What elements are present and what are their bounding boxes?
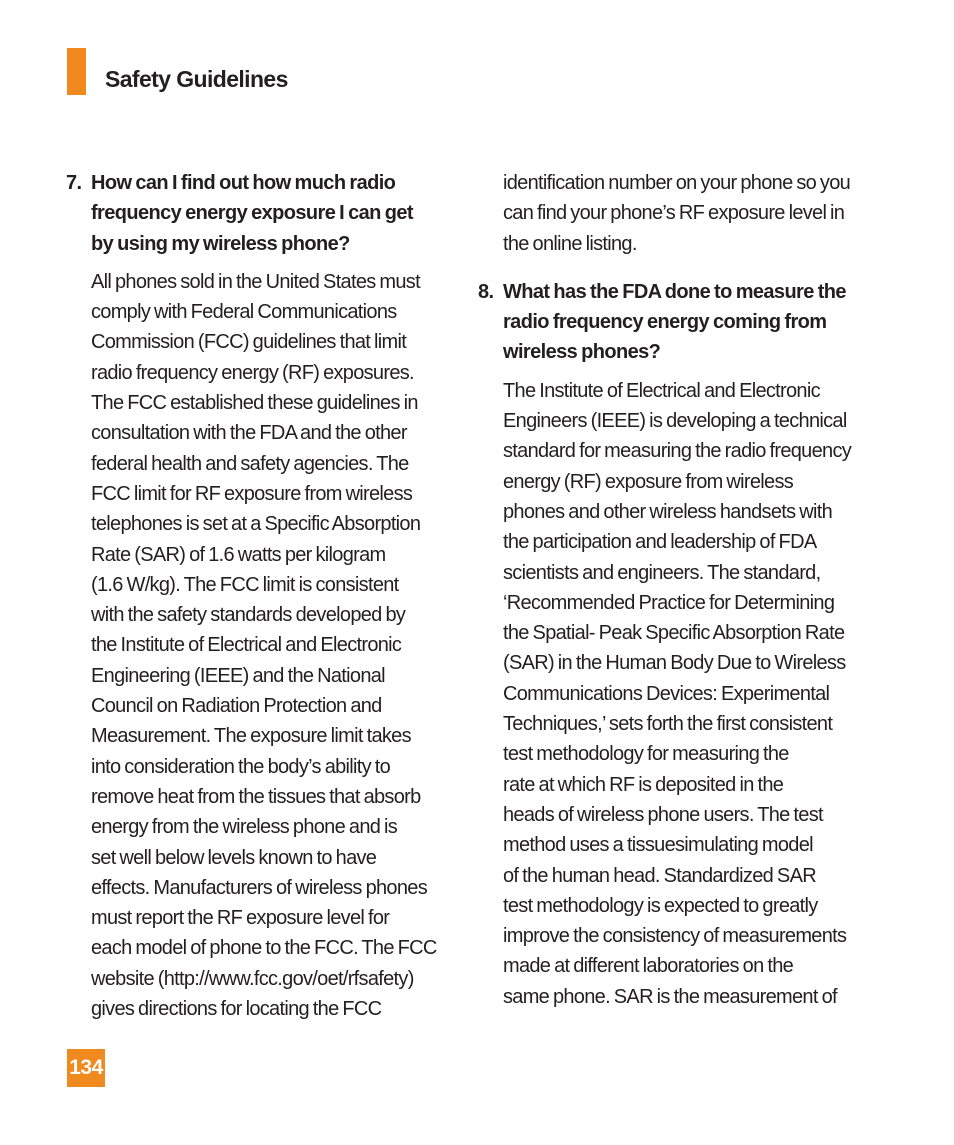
body-text-line: the online listing.: [503, 232, 637, 255]
section-accent-bar: [67, 48, 86, 95]
body-text-line: The Institute of Electrical and Electronic: [503, 379, 820, 402]
left-column: [66, 168, 438, 1024]
body-text-line: (SAR) in the Human Body Due to Wireless: [503, 652, 846, 675]
body-text-line: FCC limit for RF exposure from wireless: [91, 482, 413, 505]
body-text-line: consultation with the FDA and the other: [91, 422, 407, 445]
body-text-line: the Institute of Electrical and Electronic: [91, 634, 402, 657]
heading-line: wireless phones?: [503, 341, 661, 364]
body-text-line: the Spatial- Peak Specific Absorption Rate: [503, 622, 845, 645]
body-text-line: Engineering (IEEE) and the National: [91, 664, 385, 687]
body-text-line: Engineers (IEEE) is developing a technical: [503, 410, 847, 433]
body-text-line: remove heat from the tissues that absorb: [91, 785, 421, 808]
body-text-line: must report the RF exposure level for: [91, 907, 390, 930]
body-text-line: of the human head. Standardized SAR: [503, 864, 816, 887]
body-text-line: standard for measuring the radio frequency: [503, 440, 852, 463]
body-text-line: set well below levels known to have: [91, 846, 377, 869]
body-text-line: made at different laboratories on the: [503, 955, 794, 978]
heading-line: What has the FDA done to measure the: [503, 280, 846, 303]
body-text-line: The FCC established these guidelines in: [91, 392, 418, 415]
question-number: 7.: [66, 172, 82, 194]
body-text-line: same phone. SAR is the measurement of: [503, 985, 837, 1008]
body-text-line: Communications Devices: Experimental: [503, 682, 830, 705]
body-text-line: (1.6 W/kg). The FCC limit is consistent: [91, 573, 399, 596]
body-text-line: gives directions for locating the FCC: [91, 998, 382, 1021]
body-text-line: Commission (FCC) guidelines that limit: [91, 331, 407, 354]
heading-line: frequency energy exposure I can get: [91, 202, 413, 225]
body-text-line: improve the consistency of measurements: [503, 925, 847, 948]
question-number: 8.: [478, 280, 494, 303]
body-text-line: energy from the wireless phone and is: [91, 816, 398, 839]
body-text-line: Measurement. The exposure limit takes: [91, 725, 411, 748]
question-7-heading: [66, 168, 438, 259]
body-text-line: each model of phone to the FCC. The FCC: [91, 937, 437, 960]
page-number-badge: 134: [67, 1049, 105, 1087]
body-text-line: website (http://www.fcc.gov/oet/rfsafety): [91, 967, 414, 990]
body-text-line: identification number on your phone so you: [503, 172, 851, 194]
right-column: [478, 168, 864, 1012]
heading-line: radio frequency energy coming from: [503, 311, 827, 334]
heading-line: How can I find out how much radio: [91, 172, 396, 194]
body-text-line: scientists and engineers. The standard,: [503, 561, 821, 584]
body-text-line: phones and other wireless handsets with: [503, 500, 833, 523]
body-text-line: test methodology for measuring the: [503, 743, 789, 766]
body-text-line: radio frequency energy (RF) exposures.: [91, 361, 414, 384]
body-text-line: comply with Federal Communications: [91, 301, 397, 324]
body-text-line: ‘Recommended Practice for Determining: [503, 591, 835, 614]
question-7-answer: [91, 267, 438, 1024]
body-text-line: test methodology is expected to greatly: [503, 894, 818, 917]
question-8-heading: [478, 277, 864, 368]
body-text-line: Techniques,’ sets forth the first consistent: [503, 713, 833, 736]
question-heading-text: [503, 277, 864, 368]
question-heading-text: [91, 168, 438, 259]
body-text-line: Rate (SAR) of 1.6 watts per kilogram: [91, 543, 386, 566]
body-text-line: effects. Manufacturers of wireless phones: [91, 876, 428, 899]
body-text-line: method uses a tissuesimulating model: [503, 834, 813, 857]
body-text-line: All phones sold in the United States must: [91, 270, 420, 293]
body-text-line: can find your phone’s RF exposure level in: [503, 202, 845, 225]
question-7-answer-continued: [503, 168, 864, 259]
body-text-line: rate at which RF is deposited in the: [503, 773, 784, 796]
body-text-line: energy (RF) exposure from wireless: [503, 470, 794, 493]
section-title: Safety Guidelines: [105, 66, 288, 92]
body-text-line: heads of wireless phone users. The test: [503, 803, 823, 826]
heading-line: by using my wireless phone?: [91, 232, 350, 255]
body-text-line: the participation and leadership of FDA: [503, 531, 817, 554]
body-text-line: into consideration the body’s ability to: [91, 755, 391, 778]
body-text-line: federal health and safety agencies. The: [91, 452, 409, 475]
body-text-line: telephones is set at a Specific Absorption: [91, 513, 421, 536]
question-8-answer: [503, 376, 864, 1012]
body-text-line: Council on Radiation Protection and: [91, 695, 382, 718]
body-text-line: with the safety standards developed by: [91, 604, 406, 627]
